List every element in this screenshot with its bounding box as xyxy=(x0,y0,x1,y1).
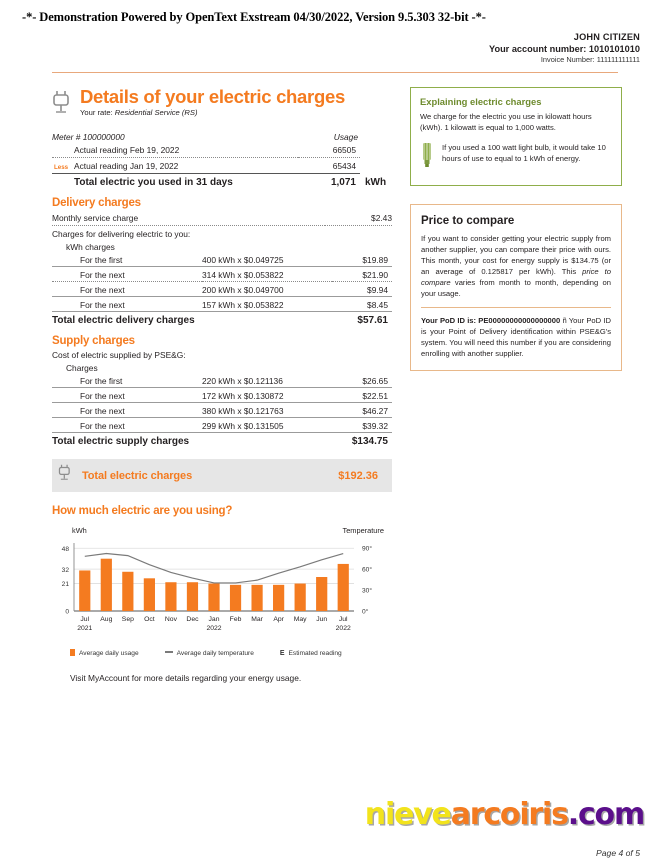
svg-text:Mar: Mar xyxy=(251,616,263,624)
svg-text:2022: 2022 xyxy=(206,625,222,633)
pod-label: Your PoD ID is: xyxy=(421,315,477,325)
tier-detail: 380 kWh x $0.121763 xyxy=(202,403,332,418)
total-usage-unit: kWh xyxy=(365,176,387,188)
rate-label: Your rate: xyxy=(80,108,113,118)
pod-block xyxy=(421,315,611,359)
svg-text:2021: 2021 xyxy=(77,625,93,633)
right-column xyxy=(410,87,622,683)
svg-text:Nov: Nov xyxy=(164,616,177,624)
tier-label: For the next xyxy=(52,297,202,312)
usage-chart xyxy=(52,526,392,683)
price-title: Price to compare xyxy=(421,214,515,227)
details-title-row xyxy=(52,87,392,121)
supply-total-amount: $134.75 xyxy=(332,433,392,448)
meter-label: Meter # 100000000 xyxy=(52,132,125,143)
delivery-total-amount: $57.61 xyxy=(332,312,392,327)
legend-usage: Average daily usage xyxy=(70,649,139,657)
svg-text:Jun: Jun xyxy=(316,616,328,624)
plug-icon xyxy=(58,464,76,487)
usage-heading: How much electric are you using? xyxy=(52,505,233,518)
svg-text:30°: 30° xyxy=(362,587,372,595)
price-body: If you want to consider getting your electric supply from another supplier, you can compare their price with ours. This month, your cost for energy supply is $134.75 (or an average of 0.125817 per kWh). This price to compare varies from month to month, depending on your usage. xyxy=(421,233,611,298)
svg-text:0°: 0° xyxy=(362,608,369,616)
svg-text:21: 21 xyxy=(61,581,69,589)
table-row xyxy=(52,267,392,282)
pod-body: Your PoD ID is your Point of Delivery identification within PSE&G's system. You will need this number if you are considering enrolling with another supplier. xyxy=(421,315,611,358)
usage-header: Usage xyxy=(333,132,358,143)
total-electric-charges-bar xyxy=(52,459,392,492)
tier-label: For the first xyxy=(52,252,202,267)
legend-temp-line xyxy=(165,651,173,653)
tier-detail: 220 kWh x $0.121136 xyxy=(202,373,332,388)
table-row xyxy=(52,158,392,174)
plug-icon xyxy=(52,87,74,121)
delivery-table xyxy=(52,209,392,252)
watermark-part-c: .com xyxy=(567,797,644,832)
meter-table xyxy=(52,121,392,188)
tier-amount: $22.51 xyxy=(332,388,392,403)
watermark-part-b: arcoiris xyxy=(450,797,568,832)
tier-amount: $9.94 xyxy=(332,282,392,297)
delivery-subgroup-row xyxy=(52,239,392,252)
explaining-body: We charge for the electric you use in kilowatt hours (kWh). 1 kilowatt is equal to 1,000 watts. xyxy=(420,112,592,132)
total-charges-label: Total electric charges xyxy=(82,469,193,482)
chart-axis-titles xyxy=(52,526,392,537)
page-title: Details of your electric charges xyxy=(80,86,345,108)
svg-text:Dec: Dec xyxy=(186,616,199,624)
supply-intro-table xyxy=(52,347,392,373)
page-number: Page 4 of 5 xyxy=(596,848,640,858)
monthly-service-label: Monthly service charge xyxy=(52,209,325,226)
svg-text:Apr: Apr xyxy=(273,616,284,624)
watermark xyxy=(365,797,644,832)
header-divider xyxy=(52,72,618,73)
svg-text:Oct: Oct xyxy=(144,616,155,624)
rate-line xyxy=(80,108,345,117)
legend-estimated-key: E xyxy=(279,649,285,657)
tier-detail: 314 kWh x $0.053822 xyxy=(202,267,332,282)
delivery-total-row xyxy=(52,312,392,327)
table-row xyxy=(52,282,392,297)
chart-y2label: Temperature xyxy=(342,526,384,536)
tier-detail: 172 kWh x $0.130872 xyxy=(202,388,332,403)
svg-text:2022: 2022 xyxy=(335,625,351,633)
legend-estimated: E Estimated reading xyxy=(279,649,342,657)
tier-detail: 200 kWh x $0.049700 xyxy=(202,282,332,297)
svg-text:48: 48 xyxy=(61,545,69,553)
chart-legend xyxy=(52,649,392,657)
chart-ylabel: kWh xyxy=(72,526,87,536)
reading-label: Less Actual reading Jan 19, 2022 xyxy=(52,158,298,174)
invoice-number: Invoice Number: 111111111111 xyxy=(540,55,640,65)
price-to-compare-box xyxy=(410,204,622,371)
svg-text:May: May xyxy=(293,616,307,624)
explaining-title: Explaining electric charges xyxy=(420,96,542,108)
svg-text:90°: 90° xyxy=(362,545,372,553)
tier-label: For the next xyxy=(52,388,202,403)
pod-suffix: ñ xyxy=(562,315,567,325)
left-column xyxy=(52,87,392,683)
supply-total-row xyxy=(52,433,392,448)
tier-amount: $21.90 xyxy=(332,267,392,282)
tier-detail: 299 kWh x $0.131505 xyxy=(202,418,332,433)
tier-label: For the first xyxy=(52,373,202,388)
rate-value: Residential Service (RS) xyxy=(114,108,198,118)
chart-canvas xyxy=(52,537,392,637)
total-usage-label: Total electric you used in 31 days xyxy=(74,177,233,189)
supply-subgroup: Charges xyxy=(66,363,98,374)
table-row xyxy=(52,297,392,312)
total-charges-amount: $192.36 xyxy=(338,469,378,482)
table-row xyxy=(52,418,392,433)
monthly-service-amount: $2.43 xyxy=(325,209,392,226)
tier-amount: $39.32 xyxy=(332,418,392,433)
tier-amount: $19.89 xyxy=(332,252,392,267)
tier-detail: 400 kWh x $0.049725 xyxy=(202,252,332,267)
delivery-heading: Delivery charges xyxy=(52,197,141,210)
delivery-total-label: Total electric delivery charges xyxy=(52,312,332,327)
svg-text:0: 0 xyxy=(65,608,69,616)
watermark-part-a: nieve xyxy=(364,797,451,832)
table-row xyxy=(52,142,392,158)
tier-label: For the next xyxy=(52,267,202,282)
table-row xyxy=(52,252,392,267)
delivery-subgroup: kWh charges xyxy=(66,242,115,253)
svg-text:Feb: Feb xyxy=(229,616,242,624)
svg-text:Jul: Jul xyxy=(338,616,348,624)
pod-value: PE00000000000000000 xyxy=(478,315,561,325)
bulb-tip-row xyxy=(420,142,612,175)
reading-value: 65434 xyxy=(298,158,360,174)
account-block xyxy=(0,31,670,65)
demo-banner: -*- Demonstration Powered by OpenText Exstream 04/30/2022, Version 9.5.303 32-bit -*- xyxy=(22,10,486,24)
svg-text:60°: 60° xyxy=(362,566,372,574)
tier-detail: 157 kWh x $0.053822 xyxy=(202,297,332,312)
svg-text:Sep: Sep xyxy=(121,616,134,624)
delivery-tiers xyxy=(52,252,392,326)
legend-temperature: Average daily temperature xyxy=(165,650,254,657)
reading-label: Actual reading Feb 19, 2022 xyxy=(52,142,298,158)
table-row xyxy=(52,403,392,418)
tier-amount: $26.65 xyxy=(332,373,392,388)
svg-text:32: 32 xyxy=(61,566,69,574)
supply-intro: Cost of electric supplied by PSE&G: xyxy=(52,350,186,361)
tier-amount: $46.27 xyxy=(332,403,392,418)
legend-usage-swatch xyxy=(70,649,75,656)
supply-total-label: Total electric supply charges xyxy=(52,433,332,448)
supply-tiers xyxy=(52,373,392,447)
table-row xyxy=(52,388,392,403)
supply-subgroup-row xyxy=(52,360,392,373)
explaining-charges-box xyxy=(410,87,622,186)
reading-value: 66505 xyxy=(298,142,360,158)
tier-label: For the next xyxy=(52,403,202,418)
customer-name: JOHN CITIZEN xyxy=(573,32,640,42)
svg-text:Jul: Jul xyxy=(80,616,90,624)
table-row xyxy=(52,209,392,226)
svg-text:Jan: Jan xyxy=(208,616,220,624)
meter-header-row xyxy=(52,121,392,142)
myaccount-note: Visit MyAccount for more details regarding your energy usage. xyxy=(70,673,302,684)
lightbulb-icon xyxy=(420,142,442,175)
tier-amount: $8.45 xyxy=(332,297,392,312)
supply-intro-row xyxy=(52,347,392,360)
account-number: Your account number: 1010101010 xyxy=(489,44,640,55)
price-box-divider xyxy=(421,307,611,308)
table-row xyxy=(52,373,392,388)
delivery-intro-row xyxy=(52,226,392,240)
explaining-tip: If you used a 100 watt light bulb, it would take 10 hours of use to equal to 1 kWh of energy. xyxy=(442,142,606,163)
svg-text:Aug: Aug xyxy=(100,616,113,624)
tier-label: For the next xyxy=(52,418,202,433)
total-usage-value: 1,071 xyxy=(330,177,356,189)
tier-label: For the next xyxy=(52,282,202,297)
total-usage-row xyxy=(52,174,392,189)
supply-heading: Supply charges xyxy=(52,335,135,348)
less-tag: Less xyxy=(54,164,69,172)
delivery-intro: Charges for delivering electric to you: xyxy=(52,229,191,240)
